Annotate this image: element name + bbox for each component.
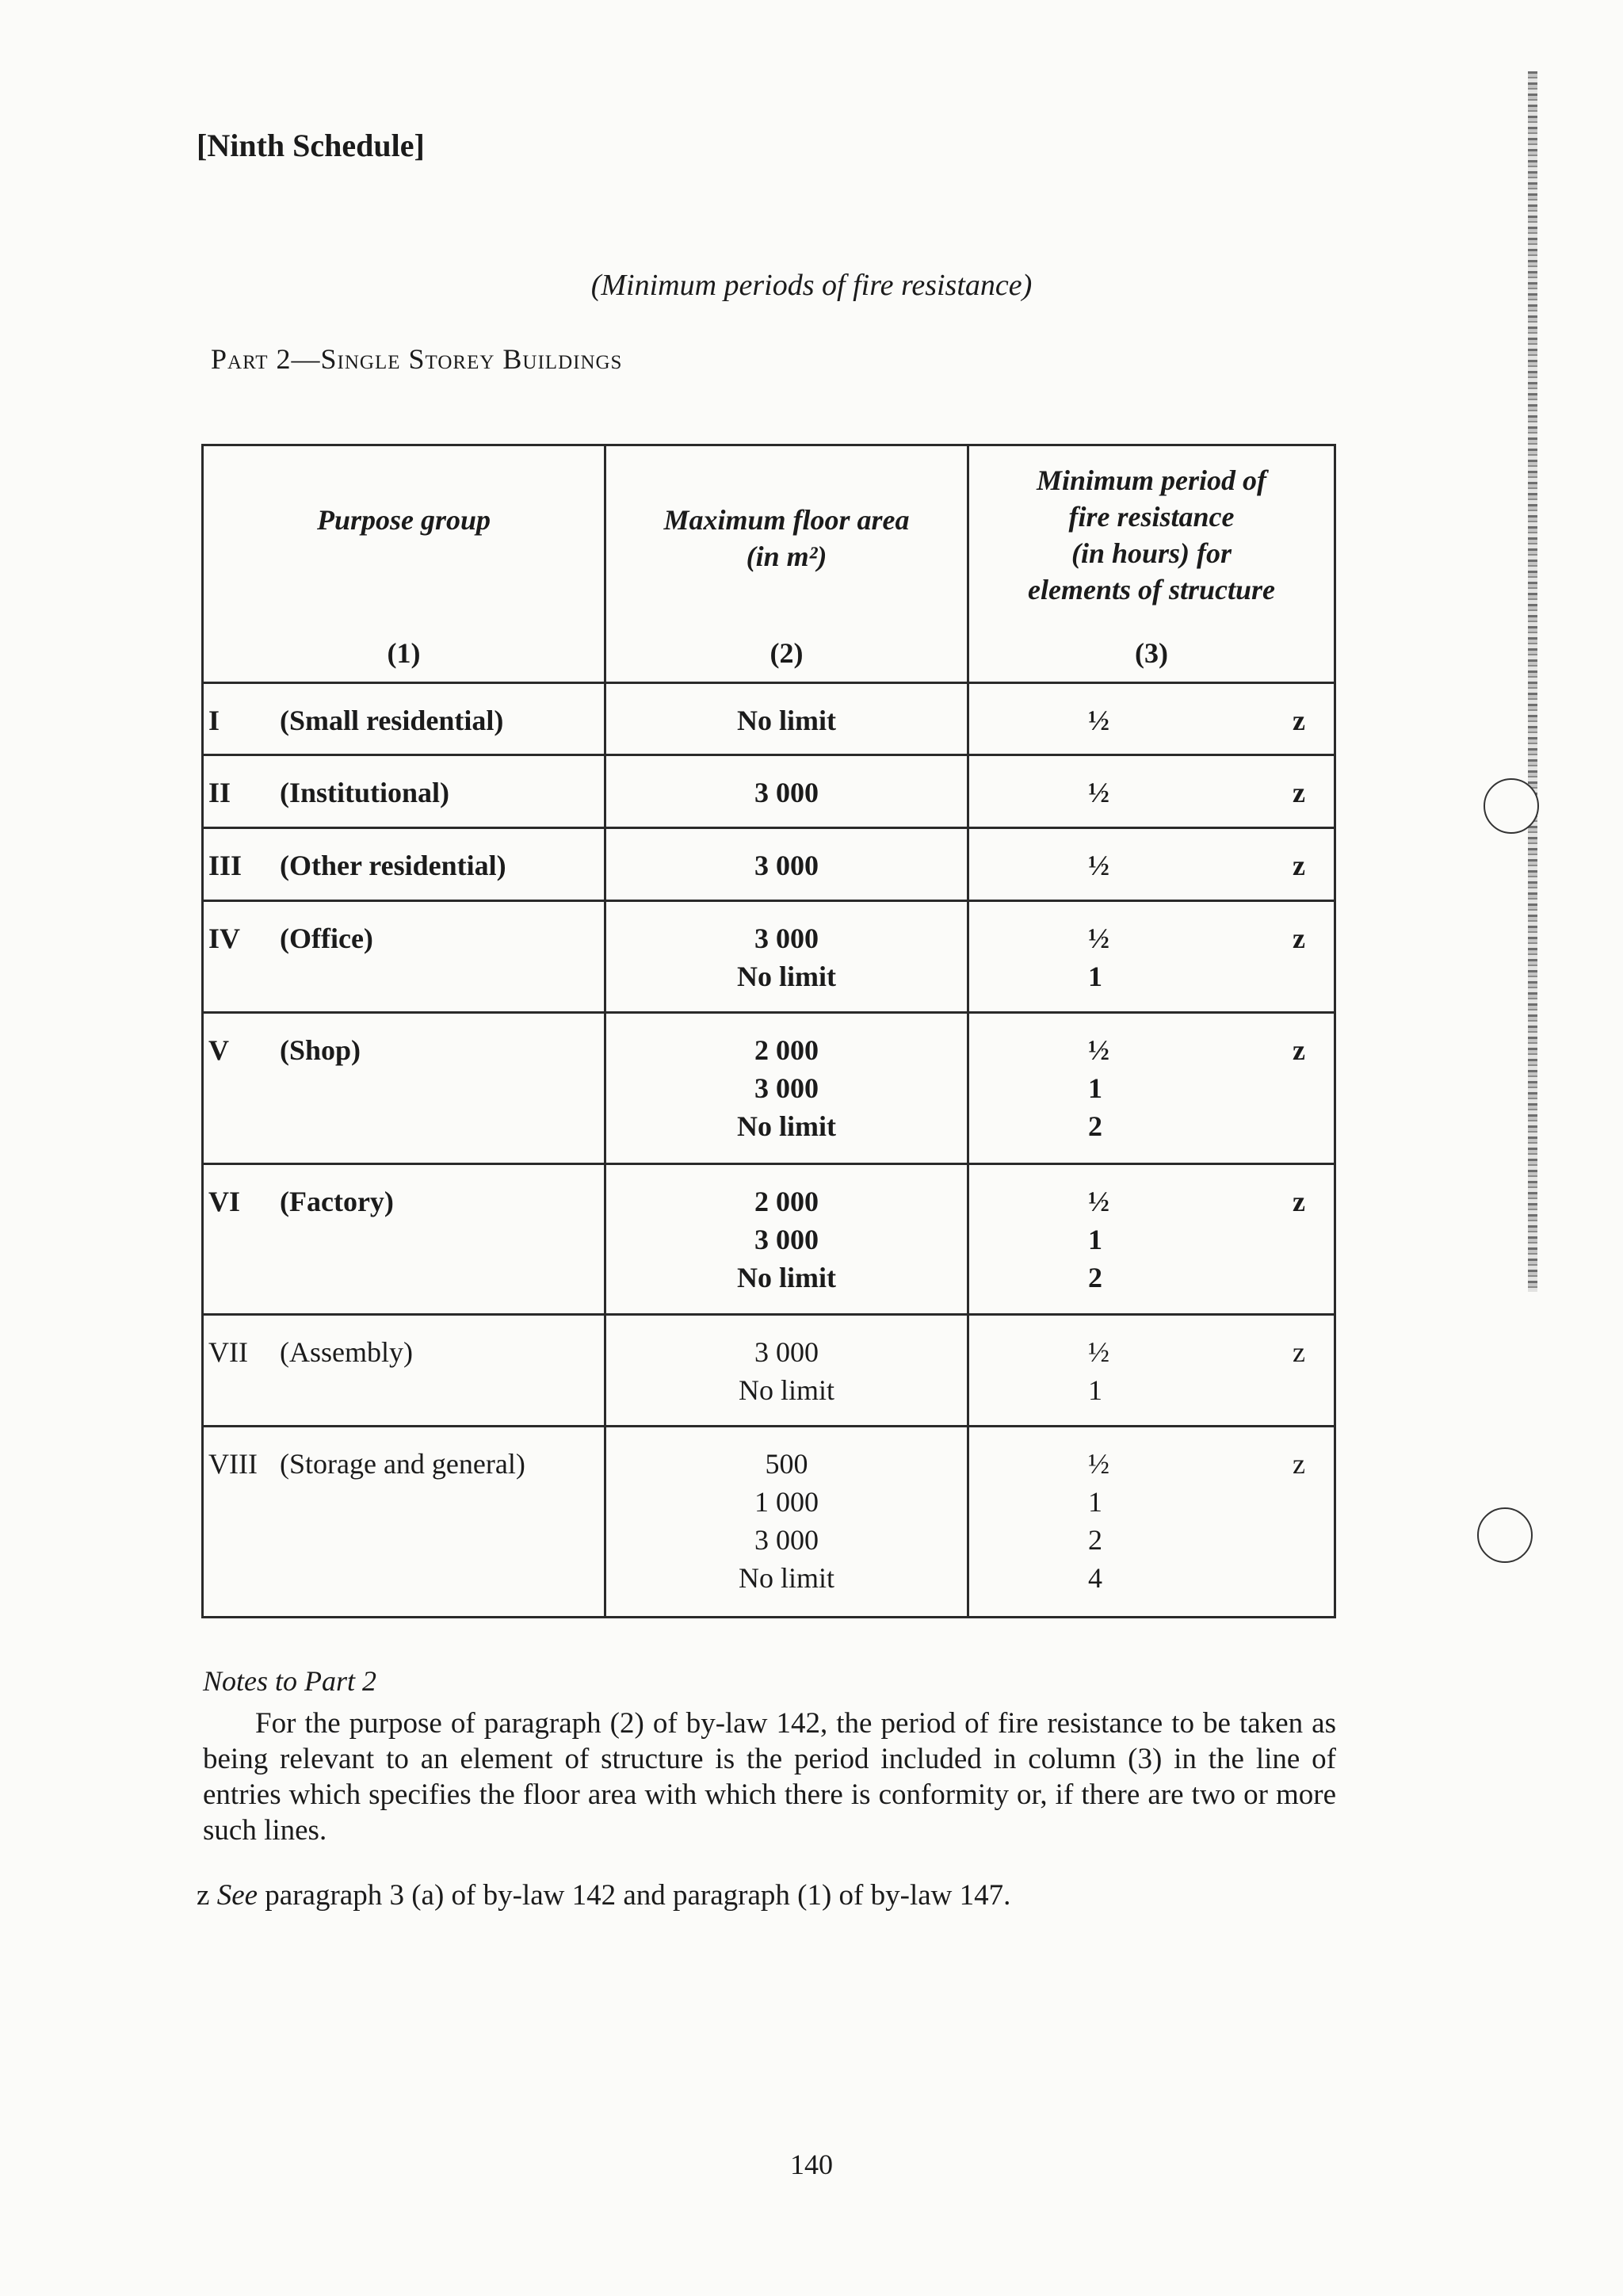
page-number: 140 [790, 2149, 833, 2180]
fire-period-value: ½ [1088, 705, 1109, 737]
purpose-group-name: (Shop) [280, 1033, 361, 1066]
purpose-group-name: (Institutional) [280, 776, 450, 808]
schedule-title: [Ninth Schedule] [197, 128, 425, 163]
purpose-group-cell [203, 1426, 605, 1617]
floor-area-cell [605, 1315, 968, 1427]
floor-area-value: No limit [737, 705, 836, 737]
table-row [203, 755, 1335, 827]
floor-area-cell [605, 683, 968, 755]
purpose-group-name: (Other residential) [280, 849, 506, 881]
floor-area-value: 3 000 [754, 1336, 819, 1369]
fire-period-value: ½ [1088, 776, 1109, 808]
notes-body: For the purpose of paragraph (2) of by-law 142, the period of fire resistance to be taken as being relevant to an element of structure is the period included in column (3) in the line of entries which specifies the floor area with which there is conformity or, if there are two or more such lines. [203, 1707, 1336, 1847]
purpose-group-number: V [208, 1033, 229, 1066]
purpose-group-cell [203, 827, 605, 900]
table-row [203, 1012, 1335, 1163]
header-col3-number: (3) [1135, 637, 1168, 669]
floor-area-cell [605, 901, 968, 1013]
floor-area-value: 3 000 [754, 776, 819, 808]
purpose-group-number: II [208, 776, 231, 808]
footnote-reference-mark: z [1293, 705, 1305, 737]
floor-area-value: No limit [737, 1110, 836, 1142]
notes-heading: Notes to Part 2 [203, 1665, 377, 1697]
floor-area-value: No limit [738, 1561, 834, 1594]
fire-period-value: 2 [1088, 1261, 1102, 1293]
purpose-group-cell [203, 1012, 605, 1163]
header-purpose-group [203, 445, 605, 683]
floor-area-value: No limit [738, 1374, 834, 1407]
purpose-group-number: III [208, 849, 242, 881]
fire-period-value: ½ [1088, 849, 1109, 881]
purpose-group-number: VI [208, 1185, 241, 1217]
fire-period-cell [968, 827, 1335, 900]
header-min-period [968, 445, 1335, 683]
header-min-period-line1: Minimum period of [1036, 464, 1267, 496]
footnote [197, 1878, 1010, 1912]
footnote-reference-mark: z [1293, 849, 1305, 881]
floor-area-value: 2 000 [754, 1033, 819, 1066]
floor-area-value: 3 000 [754, 1072, 819, 1104]
binder-hole-icon [1484, 778, 1539, 834]
footnote-reference-mark: z [1293, 776, 1305, 808]
header-max-floor-area [605, 445, 968, 683]
binder-hole-icon [1477, 1507, 1533, 1563]
purpose-group-number: IV [208, 923, 241, 955]
purpose-group [204, 829, 604, 884]
floor-area-value: 1 000 [754, 1485, 819, 1518]
table-row [203, 1163, 1335, 1315]
fire-period-value: ½ [1088, 1447, 1109, 1480]
purpose-group-name: (Storage and general) [280, 1447, 525, 1480]
floor-area-value: 3 000 [754, 923, 819, 955]
footnote-reference-mark: z [1293, 923, 1305, 955]
floor-area-value: 3 000 [754, 1523, 819, 1556]
header-purpose-group-label: Purpose group [316, 504, 491, 536]
fire-period-value: 1 [1088, 1072, 1102, 1104]
floor-area-value: 2 000 [754, 1185, 819, 1217]
purpose-group-name: (Assembly) [280, 1336, 413, 1369]
purpose-group-name: (Small residential) [280, 705, 504, 737]
floor-area-value: 500 [765, 1447, 808, 1480]
table-row [203, 1315, 1335, 1427]
footnote-text: paragraph 3 (a) of by-law 142 and paragraph (1) of by-law 147. [265, 1879, 1011, 1912]
purpose-group [204, 756, 604, 812]
header-col2-number: (2) [769, 637, 804, 669]
fire-period-value: 1 [1088, 961, 1102, 993]
header-min-period-line4: elements of structure [1028, 574, 1275, 606]
table-row [203, 901, 1335, 1013]
floor-area-cell [605, 1426, 968, 1617]
fire-period-cell [968, 1426, 1335, 1617]
fire-period-cell [968, 1163, 1335, 1315]
fire-period-value: 1 [1088, 1223, 1102, 1255]
footnote-reference-mark: z [1293, 1033, 1305, 1066]
fire-period-value: 2 [1088, 1523, 1102, 1556]
floor-area-value: 3 000 [754, 1223, 819, 1255]
purpose-group-cell [203, 1315, 605, 1427]
floor-area-value: No limit [737, 961, 836, 993]
header-max-floor-area-unit: (in m²) [746, 541, 827, 572]
purpose-group-number: VIII [208, 1447, 258, 1480]
part-heading: Part 2—Single Storey Buildings [211, 343, 623, 375]
fire-resistance-table [201, 444, 1336, 1618]
fire-period-value: 1 [1088, 1374, 1102, 1407]
fire-period-cell [968, 683, 1335, 755]
fire-period-value: ½ [1088, 1336, 1109, 1369]
fire-period-cell [968, 755, 1335, 827]
floor-area-cell [605, 1012, 968, 1163]
table-row [203, 1426, 1335, 1617]
footnote-mark: z [197, 1879, 210, 1912]
purpose-group-number: I [208, 705, 220, 737]
table-header-row [203, 445, 1335, 683]
floor-area-cell [605, 1163, 968, 1315]
fire-period-value: 4 [1088, 1561, 1102, 1594]
fire-period-value: ½ [1088, 923, 1109, 955]
purpose-group-number: VII [208, 1336, 248, 1369]
purpose-group [204, 1316, 604, 1371]
purpose-group-cell [203, 683, 605, 755]
fire-period-cell [968, 901, 1335, 1013]
table-row [203, 827, 1335, 900]
footnote-reference-mark: z [1293, 1447, 1305, 1480]
fire-period-value: ½ [1088, 1033, 1109, 1066]
footnote-see: See [216, 1879, 258, 1912]
header-max-floor-area-label: Maximum floor area [663, 504, 910, 536]
floor-area-cell [605, 827, 968, 900]
subtitle: (Minimum periods of fire resistance) [590, 269, 1033, 302]
purpose-group [204, 1165, 604, 1221]
scan-edge-artifact [1528, 71, 1537, 1292]
header-min-period-line3: (in hours) for [1071, 537, 1232, 569]
fire-period-cell [968, 1012, 1335, 1163]
footnote-reference-mark: z [1293, 1185, 1305, 1217]
purpose-group-name: (Factory) [280, 1185, 394, 1217]
fire-resistance-table-container [201, 444, 1336, 1618]
purpose-group-name: (Office) [280, 923, 373, 955]
fire-period-cell [968, 1315, 1335, 1427]
purpose-group [204, 902, 604, 957]
purpose-group-cell [203, 755, 605, 827]
floor-area-value: 3 000 [754, 849, 819, 881]
table-row [203, 683, 1335, 755]
footnote-reference-mark: z [1293, 1336, 1305, 1369]
purpose-group [204, 1014, 604, 1069]
fire-period-value: 2 [1088, 1110, 1102, 1142]
header-col1-number: (1) [387, 637, 421, 669]
purpose-group [204, 684, 604, 739]
fire-period-value: 1 [1088, 1485, 1102, 1518]
floor-area-value: No limit [737, 1261, 836, 1293]
floor-area-cell [605, 755, 968, 827]
purpose-group-cell [203, 1163, 605, 1315]
purpose-group-cell [203, 901, 605, 1013]
fire-period-value: ½ [1088, 1185, 1109, 1217]
header-min-period-line2: fire resistance [1068, 501, 1235, 533]
purpose-group [204, 1427, 604, 1483]
